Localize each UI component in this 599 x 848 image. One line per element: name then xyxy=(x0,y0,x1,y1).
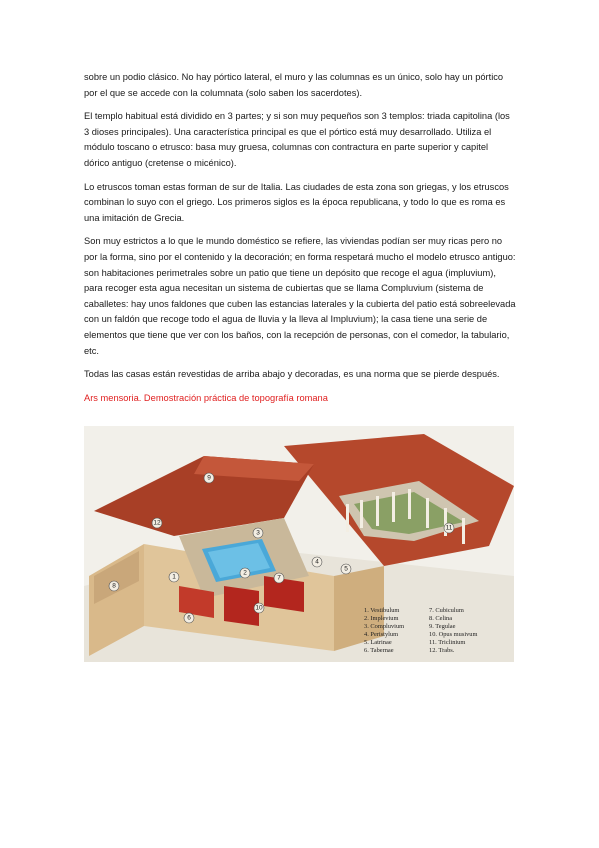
marker-11: 11 xyxy=(445,524,453,532)
legend-item-2: 2. Implevium xyxy=(364,615,399,622)
legend-item-11: 11. Triclinium xyxy=(429,639,466,646)
marker-6: 6 xyxy=(187,614,191,622)
paragraph-4: Son muy estrictos a lo que le mundo doméstico se refiere, las viviendas podían ser muy ricas pero no por la forma, sino por el contenido y la decoración; en forma respetará mucho el modelo etrusco antiguo: son habitaciones perimetrales sobre un patio que tiene un depósito que recoge el agua (impluvium), para recoger esta agua necesitan un sistema de cubiertas que se llama Compluvium (sistema de caballetes: hay unos faldones que cuben las estancias laterales y la cubierta del patio está sobreelevada con un faldón que recoge todo el agua de lluvia y la lleva al Impluvium); la casa tiene una serie de elementos que tiene que ver con los baños, con la recepción de personas, con el comedor, la tabulario, etc. xyxy=(84,236,516,356)
roman-house-svg xyxy=(84,426,514,662)
body-text xyxy=(84,70,516,414)
paragraph-1: sobre un podio clásico. No hay pórtico lateral, el muro y las columnas es un único, solo hay un pórtico por el que se accede con la columnata (solo saben los sacerdotes). xyxy=(84,72,504,98)
legend-item-12: 12. Trabs. xyxy=(429,647,455,654)
legend-item-10: 10. Opus musivum xyxy=(429,631,478,638)
legend-item-6: 6. Tabernae xyxy=(364,647,394,654)
legend-item-8: 8. Celina xyxy=(429,615,453,622)
marker-8: 8 xyxy=(112,582,116,590)
legend-item-5: 5. Latrinae xyxy=(364,639,392,646)
legend-item-4: 4. Peristylum xyxy=(364,631,399,638)
marker-12: 12 xyxy=(153,519,161,527)
marker-3: 3 xyxy=(256,529,260,537)
paragraph-3: Lo etruscos toman estas forman de sur de Italia. Las ciudades de esta zona son griegas, y los etruscos combinan lo suyo con el griego. Los primeros siglos es la época republicana, y todo lo que es roma es una imitación de Grecia. xyxy=(84,181,509,223)
legend-item-7: 7. Cubiculum xyxy=(429,607,464,614)
marker-10: 10 xyxy=(255,604,263,612)
marker-4: 4 xyxy=(315,558,319,566)
marker-2: 2 xyxy=(243,569,247,577)
marker-5: 5 xyxy=(344,565,348,573)
marker-7: 7 xyxy=(277,574,281,582)
legend-item-3: 3. Compluvium xyxy=(364,623,405,630)
cubiculum-room xyxy=(264,576,304,612)
legend-item-9: 9. Tegulae xyxy=(429,623,456,630)
figure-caption: Ars mensoria. Demostración práctica de topografía romana xyxy=(84,392,328,403)
marker-1: 1 xyxy=(172,573,176,581)
legend-item-1: 1. Vestibulum xyxy=(364,607,400,614)
paragraph-5: Todas las casas están revestidas de arriba abajo y decoradas, es una norma que se pierde después. xyxy=(84,369,500,380)
celina-room xyxy=(224,586,259,626)
paragraph-2: El templo habitual está dividido en 3 partes; y si son muy pequeños son 3 templos: triada capitolina (los 3 dioses principales). Una característica principal es que el pórtico está muy desarrollado. Utiliza el módulo toscano o etrusco: basa muy gruesa, columnas con contractura en parte superior y capitel dórico antiguo (cretense o micénico). xyxy=(84,111,510,168)
marker-9: 9 xyxy=(207,474,211,482)
roman-house-illustration xyxy=(84,426,514,662)
